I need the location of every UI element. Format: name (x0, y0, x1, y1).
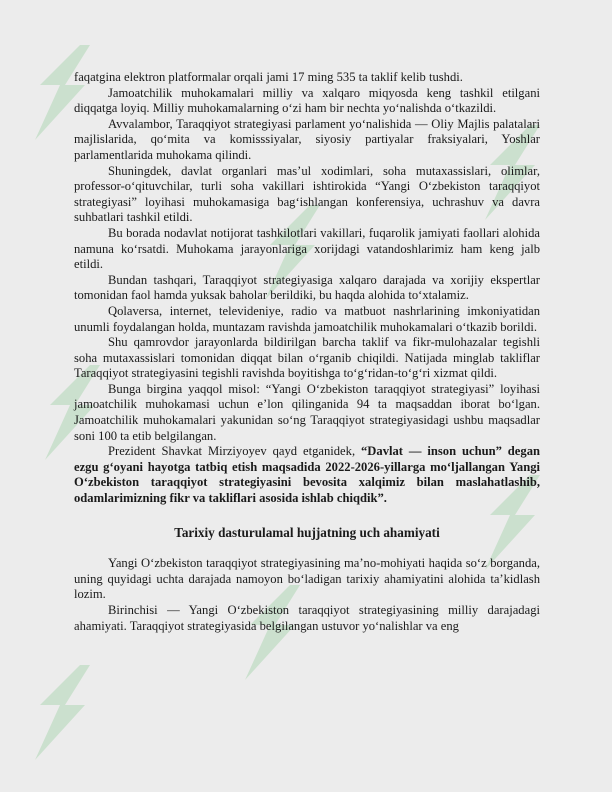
paragraph: Shuningdek, davlat organlari mas’ul xodimlari, soha mutaxassislari, olimlar, professor-o‘qituvchilar, turli soha vakillari ishtirokida “Yangi O‘zbekiston taraqqiyot strategiyasi” loyihasi muhokamasiga bag‘ishlangan konferensiya, uchrashuv va davra suhbatlari tashkil etildi. (74, 163, 540, 225)
logo-watermark-icon (20, 660, 100, 770)
paragraph: Avvalambor, Taraqqiyot strategiyasi parlament yo‘nalishida — Oliy Majlis palatalari majlislarida, qo‘mita va komisssiyalar, siyosiy partiyalar fraksiyalari, Yoshlar parlamentlarida muhokama qilindi. (74, 116, 540, 162)
document-body (74, 70, 540, 634)
paragraph: Birinchisi — Yangi O‘zbekiston taraqqiyot strategiyasining milliy darajadagi ahamiyati. Taraqqiyot strategiyasida belgilangan ustuvor yo‘nalishlar va eng (74, 603, 540, 633)
quote-bold-text: “Davlat — inson uchun” degan ezgu g‘oyani hayotga tatbiq etish maqsadida 2022-2026-yillarga mo‘ljallangan Yangi O‘zbekiston taraqqiyot strategiyasini bevosita xalqimiz bilan maslahatlashib, odamlarimizning fikr va takliflari asosida ishlab chiqdik”. (74, 444, 540, 506)
paragraph: Jamoatchilik muhokamalari milliy va xalqaro miqyosda keng tashkil etilgani diqqatga loyiq. Milliy muhokamalarning o‘zi ham bir nechta yo‘nalishda o‘tkazildi. (74, 85, 540, 116)
paragraph: Bunga birgina yaqqol misol: “Yangi O‘zbekiston taraqqiyot strategiyasi” loyihasi jamoatchilik muhokamasi uchun e’lon qilinganida 94 ta maqsaddan iborat bo‘lgan. Jamoatchilik muhokamalari yakunidan so‘ng Taraqqiyot strategiyasidagi ushbu maqsadlar soni 100 ta etib belgilangan. (74, 381, 540, 443)
paragraph: Shu qamrovdor jarayonlarda bildirilgan barcha taklif va fikr-mulohazalar tegishli soha mutaxassislari tomonidan diqqat bilan o‘rganib chiqildi. Natijada minglab takliflar Taraqqiyot strategiyasini tegishli ravishda boyitishga to‘g‘ridan-to‘g‘ri xizmat qildi. (74, 335, 540, 381)
paragraph: Bundan tashqari, Taraqqiyot strategiyasiga xalqaro darajada va xorijiy ekspertlar tomonidan faol hamda yuksak baholar berildiki, bu haqda alohida to‘xtalamiz. (74, 272, 540, 303)
paragraph: Bu borada nodavlat notijorat tashkilotlari vakillari, fuqarolik jamiyati faollari alohida namuna ko‘rsatdi. Muhokama jarayonlariga xorijdagi vatandoshlarimiz ham keng jalb etildi. (74, 225, 540, 272)
president-quote-paragraph (74, 444, 540, 506)
section-heading: Tarixiy dasturulamal hujjatning uch ahamiyati (174, 524, 440, 540)
paragraph: Qolaversa, internet, televideniye, radio va matbuot nashrlarining imkoniyatidan unumli foydalangan holda, muntazam ravishda jamoatchilik muhokamalari o‘tkazib borildi. (74, 303, 540, 334)
paragraph: faqatgina elektron platformalar orqali jami 17 ming 535 ta taklif kelib tushdi. (74, 70, 463, 84)
quote-lead-text: Prezident Shavkat Mirziyoyev qayd etganidek, (108, 444, 361, 459)
paragraph: Yangi O‘zbekiston taraqqiyot strategiyasining ma’no-mohiyati haqida so‘z borganda, uning quyidagi uchta darajada namoyon bo‘ladigan tarixiy ahamiyatini alohida ta’kidlash lozim. (74, 556, 540, 602)
